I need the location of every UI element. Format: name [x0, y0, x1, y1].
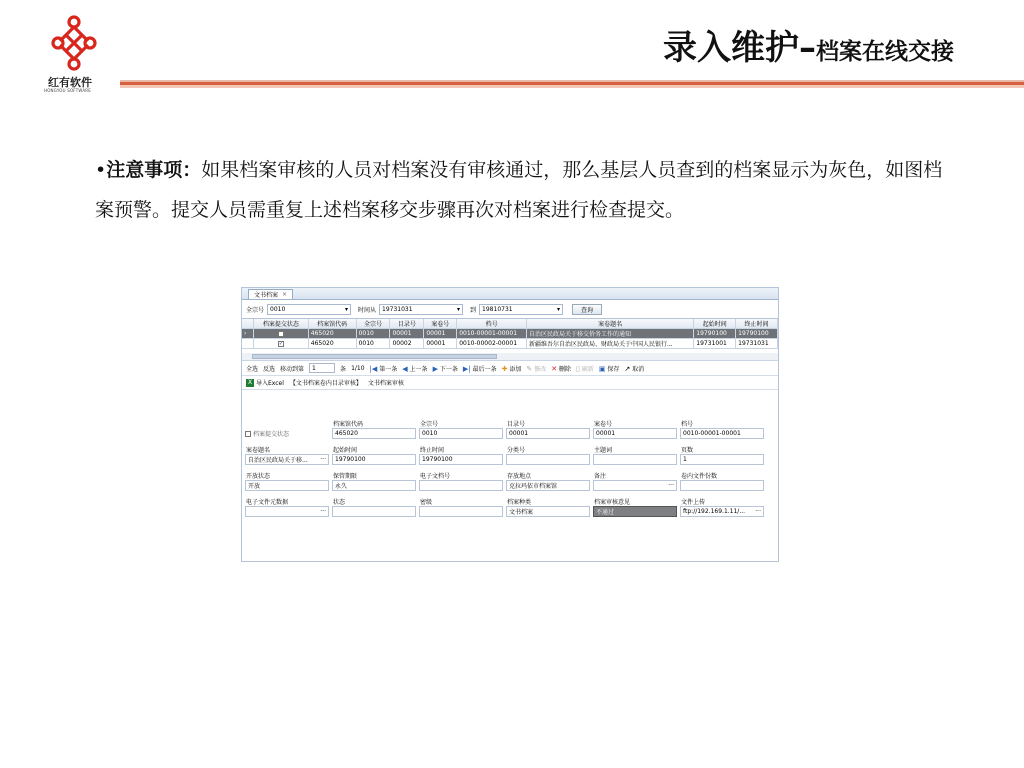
field-label: 档案馆代码	[333, 421, 364, 428]
field-input[interactable]	[332, 454, 416, 465]
delete-x-icon: ✕	[551, 364, 558, 373]
form-field	[593, 469, 680, 495]
field-input[interactable]	[332, 428, 416, 439]
form-row	[245, 417, 775, 443]
fonds-label: 全宗号	[246, 306, 265, 314]
field-input[interactable]	[506, 428, 590, 439]
field-input[interactable]	[506, 454, 590, 465]
header-divider	[120, 80, 1024, 88]
to-label: 到	[470, 306, 477, 314]
close-icon[interactable]: ×	[282, 291, 288, 298]
first-label: 第一条	[379, 365, 398, 373]
field-input[interactable]	[680, 454, 764, 465]
time-from-label: 时间从	[358, 306, 377, 314]
field-label: 案卷号	[594, 421, 613, 428]
form-field	[593, 417, 680, 443]
prev-label: 上一条	[409, 365, 428, 373]
form-row	[245, 495, 775, 521]
field-input[interactable]	[593, 480, 677, 491]
detail-toolbar	[242, 376, 778, 390]
form-field	[245, 469, 332, 495]
field-label: 卷内文件份数	[681, 473, 718, 480]
grid-corner	[242, 319, 254, 329]
ellipsis-button[interactable]: ···	[320, 456, 326, 463]
field-label: 文件上传	[681, 499, 706, 506]
submit-status-check[interactable]	[245, 429, 289, 438]
form-field	[506, 469, 593, 495]
chevron-down-icon: ▾	[557, 305, 561, 313]
ellipsis-button[interactable]: ···	[320, 508, 326, 515]
last-label: 最后一条	[472, 365, 497, 373]
field-label: 密级	[420, 499, 433, 506]
first-record-button[interactable]	[370, 364, 398, 373]
field-label: 电子文档号	[420, 473, 451, 480]
form-field	[680, 469, 767, 495]
table-cell: 19790100	[736, 329, 778, 339]
tab-archive-review[interactable]: 文书档案审核	[367, 380, 404, 387]
save-label: 保存	[607, 365, 620, 373]
fonds-select[interactable]	[267, 304, 351, 315]
edit-label: 修改	[534, 365, 547, 373]
field-value: 1	[683, 456, 687, 463]
time-to-value: 19810731	[482, 305, 513, 313]
form-field	[332, 495, 419, 521]
table-cell: 自治区民政局关于移交侨务工作的通知	[527, 329, 694, 339]
select-all-button[interactable]: 全选	[246, 365, 259, 373]
plus-icon: ✚	[501, 364, 508, 373]
time-from-value: 19731031	[382, 305, 413, 313]
form-field	[506, 443, 593, 469]
field-value: 0010-00001-00001	[683, 430, 741, 437]
field-label: 备注	[594, 473, 607, 480]
field-label: 存放地点	[507, 473, 532, 480]
chevron-down-icon: ▾	[457, 305, 461, 313]
notice-text: 如果档案审核的人员对档案没有审核通过，那么基层人员查到的档案显示为灰色，如图档案预警。提交人员需重复上述档案移交步骤再次对档案进行检查提交。	[95, 159, 943, 221]
ellipsis-button[interactable]: ···	[668, 482, 674, 489]
invert-selection-button[interactable]: 反选	[263, 365, 276, 373]
form-field	[593, 443, 680, 469]
field-label: 分类号	[507, 447, 526, 454]
next-record-button[interactable]	[433, 364, 458, 373]
filter-bar	[242, 300, 778, 318]
excel-icon: X	[247, 379, 253, 386]
form-field	[419, 417, 506, 443]
record-number-input[interactable]: 1	[309, 363, 335, 373]
field-input[interactable]	[506, 480, 590, 491]
field-input[interactable]	[419, 454, 503, 465]
field-input[interactable]	[593, 454, 677, 465]
table-cell: 00001	[390, 329, 424, 339]
title-main: 录入维护	[663, 28, 799, 68]
table-cell: 新疆维吾尔自治区民政局、财政局关于中国人民银行...	[527, 339, 694, 349]
col-header[interactable]: 档号	[457, 319, 527, 329]
col-header[interactable]: 案卷号	[424, 319, 457, 329]
record-toolbar	[242, 361, 778, 376]
record-position: 1/10	[351, 364, 365, 372]
form-field	[245, 495, 332, 521]
field-label: 案卷题名	[246, 447, 271, 454]
pencil-icon: ✎	[526, 364, 533, 373]
table-row[interactable]	[242, 329, 778, 339]
delete-button[interactable]	[551, 364, 571, 373]
form-field	[332, 417, 419, 443]
field-value: 00001	[509, 430, 529, 437]
form-row	[245, 469, 775, 495]
move-to-label: 移动到第	[280, 365, 305, 373]
tab-document-archive[interactable]	[248, 289, 293, 299]
table-cell: 465020	[309, 339, 357, 349]
company-logo	[40, 14, 108, 94]
table-cell: 19731001	[694, 339, 736, 349]
field-value: 00001	[596, 430, 616, 437]
row-marker	[242, 339, 254, 349]
title-dash: –	[799, 28, 816, 68]
import-label: 导入Excel	[256, 380, 284, 387]
form-field	[506, 495, 593, 521]
table-cell	[254, 339, 309, 349]
field-label: 起始时间	[333, 447, 358, 454]
col-header[interactable]: 全宗号	[357, 319, 391, 329]
time-to-select[interactable]	[479, 304, 563, 315]
refresh-icon: ▯	[576, 364, 580, 373]
field-label: 全宗号	[420, 421, 439, 428]
table-cell: 0010-00002-00001	[457, 339, 527, 349]
col-header[interactable]: 档案馆代码	[309, 319, 357, 329]
form-row	[245, 443, 775, 469]
first-icon: |◀	[369, 364, 378, 373]
field-input[interactable]	[593, 428, 677, 439]
field-value: 0010	[422, 430, 438, 437]
prev-icon: ◀	[402, 364, 408, 373]
title-sub: 档案在线交接	[816, 39, 954, 65]
field-label: 档案种类	[507, 499, 532, 506]
record-unit: 条	[340, 365, 347, 373]
table-cell	[254, 329, 309, 339]
tab-label: 文书档案	[254, 292, 279, 299]
col-header[interactable]: 档案提交状态	[254, 319, 309, 329]
tab-bar	[242, 288, 778, 300]
field-input[interactable]	[245, 506, 329, 517]
form-field	[506, 417, 593, 443]
grid-header	[242, 319, 778, 329]
field-value: 开放	[248, 483, 261, 490]
form-field	[593, 495, 680, 521]
form-field	[245, 443, 332, 469]
next-label: 下一条	[439, 365, 458, 373]
field-input[interactable]	[419, 506, 503, 517]
table-cell: 00001	[424, 339, 457, 349]
cancel-icon: ↗	[624, 364, 631, 373]
table-cell: 19731031	[736, 339, 778, 349]
table-cell: 0010	[357, 339, 391, 349]
field-value: ftp://192.169.1.11/...	[683, 508, 746, 515]
field-input[interactable]	[419, 480, 503, 491]
form-field	[332, 443, 419, 469]
col-header[interactable]: 终止时间	[736, 319, 778, 329]
slide-title	[663, 20, 954, 69]
table-cell: 0010	[357, 329, 391, 339]
last-icon: ▶|	[462, 364, 471, 373]
col-header[interactable]: 案卷题名	[527, 319, 694, 329]
field-label: 状态	[333, 499, 346, 506]
save-button[interactable]	[599, 364, 620, 373]
field-label: 目录号	[507, 421, 526, 428]
form-field	[419, 495, 506, 521]
add-button[interactable]	[502, 364, 522, 373]
logo-knot-icon	[48, 14, 100, 72]
field-label: 开放状态	[246, 473, 271, 480]
field-input[interactable]	[245, 480, 329, 491]
table-cell: 0010-00001-00001	[457, 329, 527, 339]
check-label: 档案提交状态	[253, 431, 290, 438]
cancel-label: 取消	[632, 365, 645, 373]
field-value: 文书档案	[509, 509, 534, 516]
refresh-label: 刷新	[581, 365, 594, 373]
tab-catalog-review[interactable]: 【文书档案卷内目录审核】	[289, 380, 362, 387]
field-input[interactable]	[332, 480, 416, 491]
field-value: 19790100	[422, 456, 453, 463]
detail-form	[245, 417, 775, 521]
submit-status-checkbox[interactable]	[278, 331, 284, 337]
archive-app-window	[241, 287, 779, 562]
form-field	[680, 495, 767, 521]
checkbox[interactable]	[245, 431, 251, 437]
query-button[interactable]: 查询	[572, 304, 602, 315]
row-marker: ›	[242, 329, 254, 339]
field-input[interactable]	[419, 428, 503, 439]
ellipsis-button[interactable]: ···	[755, 508, 761, 515]
import-excel-button[interactable]	[246, 378, 284, 387]
field-value: 克拉玛依市档案馆	[509, 483, 558, 490]
form-field	[245, 417, 332, 443]
field-value: 19790100	[335, 456, 366, 463]
horizontal-scrollbar[interactable]	[242, 353, 778, 361]
field-label: 电子文件元数据	[246, 499, 289, 506]
chevron-down-icon: ▾	[345, 305, 349, 313]
field-value: 不通过	[596, 509, 615, 516]
field-label: 主题词	[594, 447, 613, 454]
notice-paragraph: •注意事项：如果档案审核的人员对档案没有审核通过，那么基层人员查到的档案显示为灰色，如图档案预警。提交人员需重复上述档案移交步骤再次对档案进行检查提交。	[95, 159, 943, 221]
field-label: 终止时间	[420, 447, 445, 454]
field-input[interactable]	[506, 506, 590, 517]
table-cell: 465020	[309, 329, 357, 339]
field-input[interactable]	[680, 480, 764, 491]
col-header[interactable]: 起始时间	[694, 319, 736, 329]
time-from-select[interactable]	[379, 304, 463, 315]
cancel-button[interactable]	[624, 364, 644, 373]
table-cell: 19790100	[694, 329, 736, 339]
field-input[interactable]	[332, 506, 416, 517]
save-icon: ▣	[598, 364, 606, 373]
table-cell: 00001	[424, 329, 457, 339]
field-input[interactable]	[245, 454, 329, 465]
table-row[interactable]	[242, 339, 778, 349]
add-label: 添加	[509, 365, 522, 373]
review-opinion-input[interactable]	[593, 506, 677, 517]
table-cell: 00002	[390, 339, 424, 349]
field-label: 页数	[681, 447, 694, 454]
form-field	[680, 417, 767, 443]
field-input[interactable]	[680, 428, 764, 439]
last-record-button[interactable]	[463, 364, 497, 373]
next-icon: ▶	[432, 364, 438, 373]
field-label: 档案审核意见	[594, 499, 631, 506]
field-value: 465020	[335, 430, 358, 437]
notice-label: 注意事项：	[106, 159, 202, 181]
logo-text-cn: 红有软件	[48, 76, 92, 89]
logo-text-en: HONGYOU SOFTWARE	[44, 88, 91, 93]
form-field	[332, 469, 419, 495]
archive-grid	[242, 318, 778, 361]
fonds-value: 0010	[270, 305, 286, 313]
edit-button[interactable]	[526, 364, 546, 373]
prev-record-button[interactable]	[402, 364, 427, 373]
submit-status-checkbox[interactable]: ✓	[278, 340, 284, 347]
form-field	[419, 443, 506, 469]
field-label: 档号	[681, 421, 694, 428]
form-field	[680, 443, 767, 469]
field-value: 永久	[335, 483, 348, 490]
field-input[interactable]	[680, 506, 764, 517]
refresh-button[interactable]	[576, 364, 594, 373]
field-value: 自治区民政局关于移...	[248, 457, 308, 464]
delete-label: 删除	[559, 365, 572, 373]
col-header[interactable]: 目录号	[390, 319, 424, 329]
scrollbar-thumb[interactable]	[252, 354, 497, 359]
form-field	[419, 469, 506, 495]
field-label: 保管期限	[333, 473, 358, 480]
